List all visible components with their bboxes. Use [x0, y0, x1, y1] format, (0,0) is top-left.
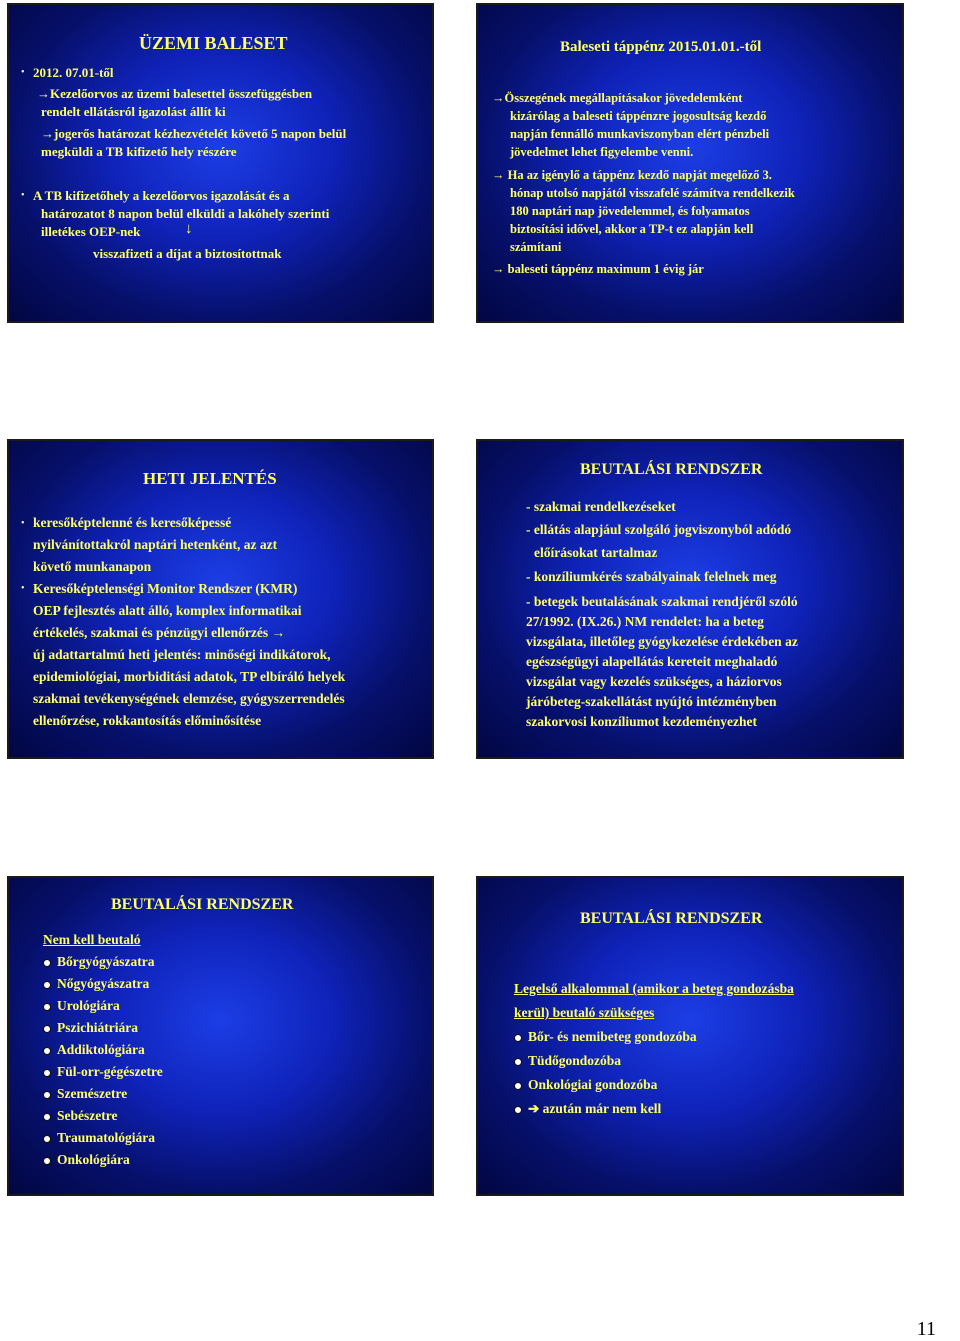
bullet-circle-icon [43, 1113, 51, 1121]
bullet-circle-icon [43, 1135, 51, 1143]
slide-beutalasi-rendszer-3 [476, 876, 904, 1196]
bullet-circle-icon [43, 1069, 51, 1077]
text-line: keresőképtelenné és keresőképessé [33, 515, 232, 530]
text-line: értékelés, szakmai és pénzügyi ellenőrzés → [33, 625, 285, 640]
list-item: Fül-orr-gégészetre [57, 1064, 163, 1079]
slide-title: ÜZEMI BALESET [139, 33, 288, 53]
text-line: jövedelmet lehet figyelembe venni. [510, 145, 694, 159]
list-item: Urológiára [57, 998, 120, 1013]
slide-title: Baleseti táppénz 2015.01.01.-től [560, 39, 762, 55]
bullet-circle-icon [43, 1047, 51, 1055]
bullet-circle-icon [43, 1025, 51, 1033]
text-line: A TB kifizetőhely a kezelőorvos igazolását és a [33, 188, 290, 203]
bullet-circle-icon [514, 1034, 522, 1042]
bullet-dot: • [21, 583, 25, 594]
list-item: Bőr- és nemibeteg gondozóba [528, 1029, 697, 1044]
list-heading: kerül) beutaló szükséges [514, 1005, 655, 1020]
text-line: napján fennálló munkaviszonyban elért pénzbeli [510, 127, 770, 141]
bullet-dot: • [21, 518, 25, 529]
list-item: Bőrgyógyászatra [57, 954, 155, 969]
text-line: ellenőrzése, rokkantosítás előminősítése [33, 713, 262, 728]
bullet-dot: • [21, 190, 25, 201]
list-item: ➔ azután már nem kell [528, 1101, 662, 1116]
text-line: új adattartalmú heti jelentés: minőségi indikátorok, [33, 647, 331, 662]
text-line: vizsgálata, illetőleg gyógykezelése érdekében az [526, 634, 798, 649]
bullet-circle-icon [43, 1091, 51, 1099]
list-item: Nőgyógyászatra [57, 976, 150, 991]
text-line: Keresőképtelenségi Monitor Rendszer (KMR) [33, 581, 298, 596]
slide-title: BEUTALÁSI RENDSZER [111, 896, 294, 913]
list-item: Traumatológiára [57, 1130, 155, 1145]
list-item: Addiktológiára [57, 1042, 145, 1057]
text-line: → Ha az igénylő a táppénz kezdő napját megelőző 3. [492, 168, 772, 182]
text-line: - betegek beutalásának szakmai rendjéről szóló [526, 594, 798, 609]
text-line: megküldi a TB kifizető hely részére [41, 144, 237, 159]
bullet-circle-icon [514, 1058, 522, 1066]
date-line: 2012. 07.01-től [33, 65, 114, 80]
slide-title: BEUTALÁSI RENDSZER [580, 461, 763, 478]
bullet-dot: • [21, 67, 25, 78]
text-line: →jogerős határozat kézhezvételét követő 5 napon belül [41, 126, 347, 141]
slide-baleseti-tappenz [476, 3, 904, 323]
slide-beutalasi-rendszer-1 [476, 439, 904, 759]
page-number: 11 [916, 1318, 936, 1340]
text-line: vizsgálat vagy kezelés szükséges, a háziorvos [526, 674, 782, 689]
list-item: Pszichiátriára [57, 1020, 138, 1035]
list-item: Onkológiára [57, 1152, 130, 1167]
bullet-circle-icon [43, 1157, 51, 1165]
text-line: 27/1992. (IX.26.) NM rendelet: ha a beteg [526, 614, 764, 629]
list-item: Szemészetre [57, 1086, 128, 1101]
slide-title: BEUTALÁSI RENDSZER [580, 910, 763, 927]
text-line: biztosítási idővel, akkor a TP-t ez alapján kell [510, 222, 754, 236]
text-line: határozatot 8 napon belül elküldi a lakóhely szerinti [41, 206, 330, 221]
text-line: illetékes OEP-nek [41, 224, 141, 239]
text-line: visszafizeti a díjat a biztosítottnak [93, 246, 282, 261]
slide-heti-jelentes [7, 439, 434, 759]
text-line: epidemiológiai, morbiditási adatok, TP elbíráló helyek [33, 669, 346, 684]
bullet-circle-icon [43, 1003, 51, 1011]
slide-beutalasi-rendszer-2 [7, 876, 434, 1196]
text-line: hónap utolsó napjától visszafelé számítva rendelkezik [510, 186, 795, 200]
text-line: nyilvánítottakról naptári hetenként, az azt [33, 537, 278, 552]
text-line: →Kezelőorvos az üzemi balesettel összefüggésben [37, 86, 313, 101]
text-line: egészségügyi alapellátás kereteit meghaladó [526, 654, 778, 669]
bullet-circle-icon [43, 959, 51, 967]
text-line: 180 naptári nap jövedelemmel, és folyamatos [510, 204, 750, 218]
list-item: Sebészetre [57, 1108, 118, 1123]
list-heading: Legelső alkalommal (amikor a beteg gondozásba [514, 981, 794, 996]
text-line: járóbeteg-szakellátást nyújtó intézményben [526, 694, 777, 709]
text-line: - szakmai rendelkezéseket [526, 499, 676, 514]
text-line: OEP fejlesztés alatt álló, komplex informatikai [33, 603, 302, 618]
bullet-circle-icon [514, 1082, 522, 1090]
slide-uzemi-baleset [7, 3, 434, 323]
list-heading: Nem kell beutaló [43, 932, 141, 947]
list-item: Tüdőgondozóba [528, 1053, 622, 1068]
text-line: - ellátás alapjául szolgáló jogviszonyból adódó [526, 522, 792, 537]
bullet-circle-icon [43, 981, 51, 989]
bullet-circle-icon [514, 1106, 522, 1114]
list-item: Onkológiai gondozóba [528, 1077, 658, 1092]
arrow-down-icon: ↓ [185, 221, 193, 237]
text-line: rendelt ellátásról igazolást állít ki [41, 104, 226, 119]
text-line: szakorvosi konzíliumot kezdeményezhet [526, 714, 757, 729]
text-line: számítani [510, 240, 562, 254]
text-line: kizárólag a baleseti táppénzre jogosultság kezdő [510, 109, 767, 123]
text-line: - konzíliumkérés szabályainak felelnek meg [526, 569, 777, 584]
text-line: → baleseti táppénz maximum 1 évig jár [492, 262, 704, 276]
text-line: szakmai tevékenységének elemzése, gyógyszerrendelés [33, 691, 345, 706]
slide-title: HETI JELENTÉS [143, 469, 277, 488]
text-line: követő munkanapon [33, 559, 152, 574]
text-line: előírásokat tartalmaz [534, 545, 658, 560]
text-line: →Összegének megállapításakor jövedelemként [492, 91, 743, 105]
